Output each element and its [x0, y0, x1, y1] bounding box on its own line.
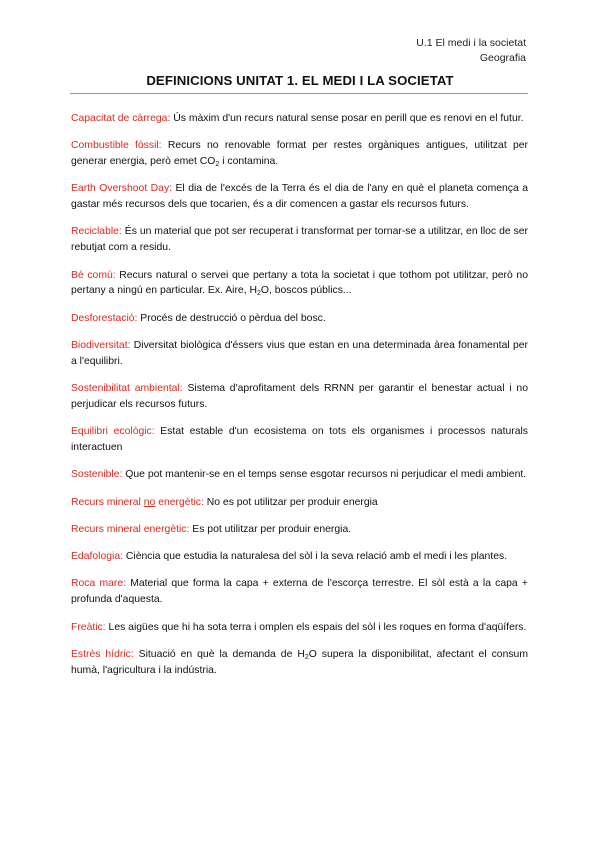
definition-term: Biodiversitat: — [71, 339, 131, 351]
term-part: Recurs mineral — [71, 496, 144, 508]
definition-item — [71, 338, 528, 370]
definition-text: Es pot utilitzar per produir energia. — [189, 523, 352, 535]
definition-term: Desforestació: — [71, 312, 138, 324]
definition-item — [71, 381, 528, 413]
definition-term — [71, 497, 204, 508]
definition-item — [71, 549, 528, 565]
definition-term: Sostenibilitat ambiental: — [71, 383, 183, 395]
subscript: 2 — [304, 653, 309, 661]
definition-text: Diversitat biològica d'éssers vius que estan en una determinada àrea fonamental per a l'equilibri. — [71, 339, 528, 367]
definition-text-end: O, boscos públics... — [260, 285, 352, 297]
definition-term: Edafologia: — [71, 551, 123, 563]
page-title: DEFINICIONS UNITAT 1. EL MEDI I LA SOCIETAT — [146, 73, 454, 88]
definition-text: Que pot mantenir-se en el temps sense esgotar recursos ni perjudicar el medi ambient. — [122, 469, 527, 481]
definition-text-end: i contamina. — [219, 156, 279, 168]
definition-text: Material que forma la capa + externa de l'escorça terrestre. El sòl està a la capa + profunda d'aquesta. — [71, 578, 528, 606]
definition-item — [71, 620, 528, 636]
definition-text: Situació en què la demanda de H — [133, 648, 305, 660]
definition-text: Procés de destrucció o pèrdua del bosc. — [137, 312, 326, 324]
definition-item — [71, 522, 528, 538]
definition-text: Recurs no renovable format per restes orgàniques antigues, utilitzat per generar energia, però emet CO — [71, 140, 528, 168]
definition-item — [71, 576, 528, 608]
definition-text: Sistema d'aprofitament dels RRNN per garantir el benestar actual i no perjudicar els recursos futurs. — [71, 383, 528, 410]
definition-term: Freàtic: — [71, 621, 106, 633]
definition-item — [71, 224, 528, 256]
definition-term: Capacitat de càrrega: — [71, 113, 171, 124]
term-part-end: energètic: — [155, 496, 204, 508]
definition-term: Equilibri ecològic: — [71, 426, 155, 438]
definition-text: És un material que pot ser recuperat i transformat per tornar-se a utilitzar, en lloc de ser rebutjat com a residu. — [71, 226, 528, 254]
subject-label: Geografia — [479, 52, 526, 64]
definition-item — [71, 495, 528, 511]
definition-item — [71, 424, 528, 456]
unit-label: U.1 El medi i la societat — [416, 37, 526, 49]
definition-item — [71, 138, 528, 170]
definition-term: Estrès hídric: — [71, 648, 134, 660]
definition-term: Earth Overshoot Day: — [71, 183, 173, 195]
definition-text: Les aigües que hi ha sota terra i omplen els espais del sòl i les roques en forma d'aqüífers. — [105, 621, 527, 633]
title-divider — [70, 93, 528, 94]
term-underlined-word: no — [143, 496, 156, 508]
definition-term: Recurs mineral energètic: — [71, 523, 190, 535]
definition-term: Reciclable: — [71, 226, 122, 238]
definition-term: Sostenible: — [71, 469, 123, 481]
definition-item — [71, 311, 528, 327]
definition-text: Estat estable d'un ecosistema on tots els organismes i processos naturals interactuen — [71, 426, 528, 453]
definition-term: Combustible fòssil: — [71, 140, 162, 152]
definition-item — [71, 111, 528, 127]
subscript: 2 — [215, 161, 220, 169]
definition-item — [71, 647, 528, 679]
definition-term: Bé comú: — [71, 269, 116, 281]
definition-text-end: O supera la disponibilitat, afectant el consum humà, l'agricultura i la indústria. — [71, 648, 528, 676]
definition-item — [71, 268, 528, 300]
subscript: 2 — [256, 290, 261, 298]
definition-text: Ús màxim d'un recurs natural sense posar en perill que es renovi en el futur. — [170, 113, 524, 124]
definition-text: No es pot utilitzar per produir energia — [203, 496, 378, 508]
document-header — [416, 36, 526, 66]
definitions-list — [71, 111, 528, 678]
definition-term: Roca mare: — [71, 578, 127, 590]
definition-item — [71, 181, 528, 213]
definition-item — [71, 467, 528, 483]
definition-text: El dia de l'excés de la Terra és el dia de l'any en què el planeta comença a gastar més recursos dels que tocarien, és a dir comencen a gastar els recursos futurs. — [71, 183, 528, 211]
definition-text: Recurs natural o servei que pertany a tota la societat i que tothom pot utilitzar, però no pertany a ningú en particular. Ex. Aire, H — [71, 269, 528, 297]
definition-text: Ciència que estudia la naturalesa del sòl i la seva relació amb el medi i les plantes. — [123, 551, 508, 563]
